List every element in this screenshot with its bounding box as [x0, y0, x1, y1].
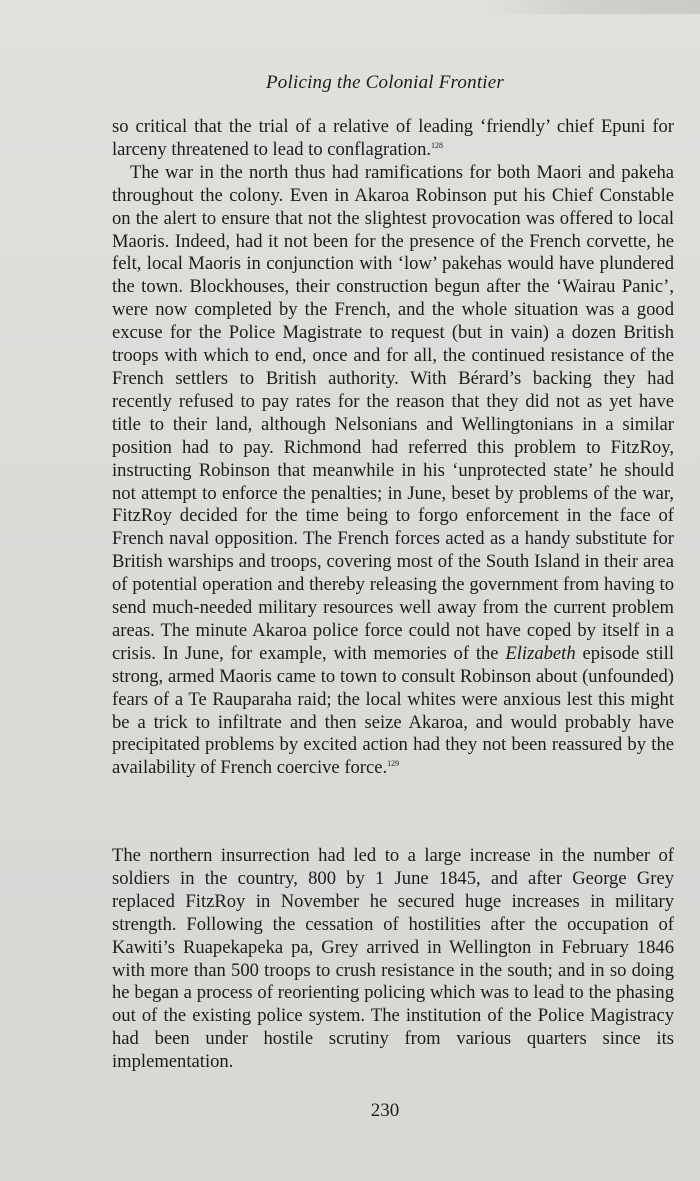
running-title: Policing the Colonial Frontier — [265, 72, 505, 93]
italic-ship-name: Elizabeth — [505, 642, 576, 664]
text-block-lower — [112, 845, 674, 1074]
footnote-marker: 129 — [387, 759, 400, 769]
paragraph-text: The war in the north thus had ramifications for both Maori and pakeha throughout the colony. Even in Akaroa Robinson put his Chief Constable on the alert to ensure that not the slightest provocation was offered to local Maoris. Indeed, had it not been for the presence of the French corvette, he felt, local Maoris in conjunction with ‘low’ pakehas would have plundered the town. Blockhouses, their construction begun after the ‘Wairau Panic’, were now completed by the French, and the whole situation was a good excuse for the Police Magistrate to request (but in vain) a dozen British troops with which to end, once and for all, the continued resistance of the French settlers to British authority. With Bérard’s backing they had recently refused to pay rates for the reason that they did not as yet have title to their land, although Nelsonians and Wellingtonians in a similar position had to pay. Richmond had referred this problem to FitzRoy, instructing Robinson that meanwhile in his ‘unprotected state’ he should not attempt to enforce the penalties; in June, beset by problems of the war, FitzRoy decided for the time being to forgo enforcement in the face of French naval opposition. The French forces acted as a handy substitute for British warships and troops, covering most of the South Island in their area of potential operation and thereby releasing the government from having to send much-needed military resources well away from the current problem areas. The minute Akaroa police force could not have coped by itself in a crisis. In June, for example, with memories of the — [112, 161, 674, 664]
paragraph-text: episode still strong, armed Maoris came to town to consult Robinson about (unfounded) fears of a Te Rauparaha raid; the local whites were anxious lest this might be a trick to infiltrate and then seize Akaroa, and would probably have precipitated problems by excited action had they not been reassured by the availability of French coercive force. — [112, 642, 674, 779]
footnote-marker: 128 — [431, 140, 444, 150]
page-number: 230 — [370, 1100, 400, 1121]
page-edge-shadow — [490, 0, 700, 14]
paragraph-continued — [112, 116, 674, 162]
text-block-upper — [112, 116, 674, 780]
paragraph-section-start: The northern insurrection had led to a large increase in the number of soldiers in the country, 800 by 1 June 1845, and after George Grey replaced FitzRoy in November he secured huge increases in military strength. Following the cessation of hostilities after the occupation of Kawiti’s Ruapekapeka pa, Grey arrived in Wellington in February 1846 with more than 500 troops to crush resistance in the south; and in so doing he began a process of reorienting policing which was to lead to the phasing out of the existing police system. The institution of the Police Magistracy had been under hostile scrutiny from various quarters since its implementation. — [112, 845, 674, 1073]
paragraph-text: so critical that the trial of a relative of leading ‘friendly’ chief Epuni for larceny threatened to lead to conflagration. — [112, 116, 674, 160]
paragraph — [112, 162, 674, 780]
